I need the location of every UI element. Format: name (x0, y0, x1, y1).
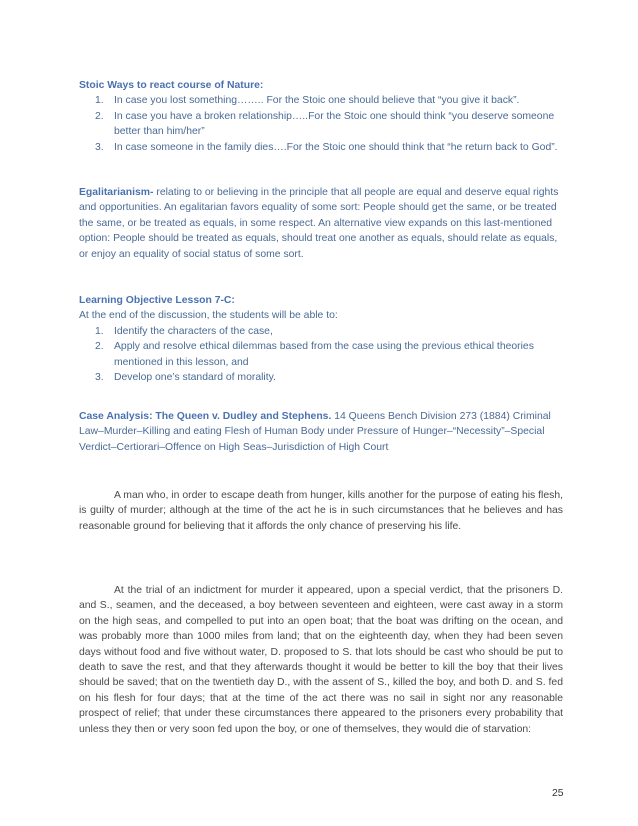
list-item: 2. In case you have a broken relationship…..For the Stoic one should think “you deserve someone better than him/her” (95, 110, 555, 138)
stoic-list (79, 93, 563, 155)
case-paragraph-1: A man who, in order to escape death from hunger, kills another for the purpose of eating his flesh, is guilty of murder; although at the time of the act he is in such circumstances that he believes and has reasonable ground for believing that it affords the only chance of preserving his life. (79, 490, 563, 532)
egalitarianism-term: Egalitarianism- (79, 187, 154, 198)
objective-heading: Learning Objective Lesson 7-C: (79, 295, 235, 306)
page-number: 25 (552, 788, 564, 799)
list-item: 3. Develop one’s standard of morality. (95, 372, 276, 384)
list-item: 1. In case you lost something…….. For the Stoic one should believe that “you give it back”. (95, 95, 520, 107)
stoic-section (79, 78, 563, 155)
objective-section (79, 293, 563, 385)
case-heading-block (79, 409, 563, 455)
stoic-heading: Stoic Ways to react course of Nature: (79, 80, 264, 91)
list-item: 2. Apply and resolve ethical dilemmas based from the case using the previous ethical theories mentioned in this lesson, and (95, 341, 534, 368)
objective-intro: At the end of the discussion, the students will be able to: (79, 310, 338, 322)
list-item: 1. Identify the characters of the case, (95, 325, 273, 337)
objective-list (79, 324, 563, 386)
egalitarianism-definition: relating to or believing in the principle that all people are equal and deserve equal rights and opportunities. An egalitarian favors equality of some sort: People should get the same, or be treated the same, or be treated as equals, in some respect. An alternative view expands on this last-mentioned option: People should be treated as equals, should treat one another as equals, should relate as equals, or enjoy an equality of social status of some sort. (79, 187, 559, 260)
egalitarianism-paragraph (79, 185, 563, 262)
case-citation: 14 Queens Bench Division 273 (1884) Criminal Law–Murder–Killing and eating Flesh of Human Body under Pressure of Hunger–“Necessity”–Special Verdict–Certiorari–Offence on High Seas–Jurisdiction of High Court (79, 411, 551, 453)
case-title: Case Analysis: The Queen v. Dudley and Stephens. (79, 411, 332, 422)
case-paragraph-2: At the trial of an indictment for murder it appeared, upon a special verdict, that the prisoners D. and S., seamen, and the deceased, a boy between seventeen and eighteen, were cast away in a storm on the high seas, and compelled to put into an open boat; that the boat was drifting on the ocean, and was probably more than 1000 miles from land; that on the eighteenth day, when they had been seven days without food and five without water, D. proposed to S. that lots should be cast who should be put to death to save the rest, and that they afterwards thought it would be better to kill the boy that their lives should be saved; that on the twentieth day D., with the assent of S., killed the boy, and both D. and S. fed on his flesh for four days; that at the time of the act there was no sail in sight nor any reasonable prospect of relief; that under these circumstances there appeared to the prisoners every probability that unless they then or very soon fed upon the boy, or one of themselves, they would die of starvation: (79, 585, 563, 735)
list-item: 3. In case someone in the family dies….For the Stoic one should think that “he return back to God”. (95, 141, 558, 153)
